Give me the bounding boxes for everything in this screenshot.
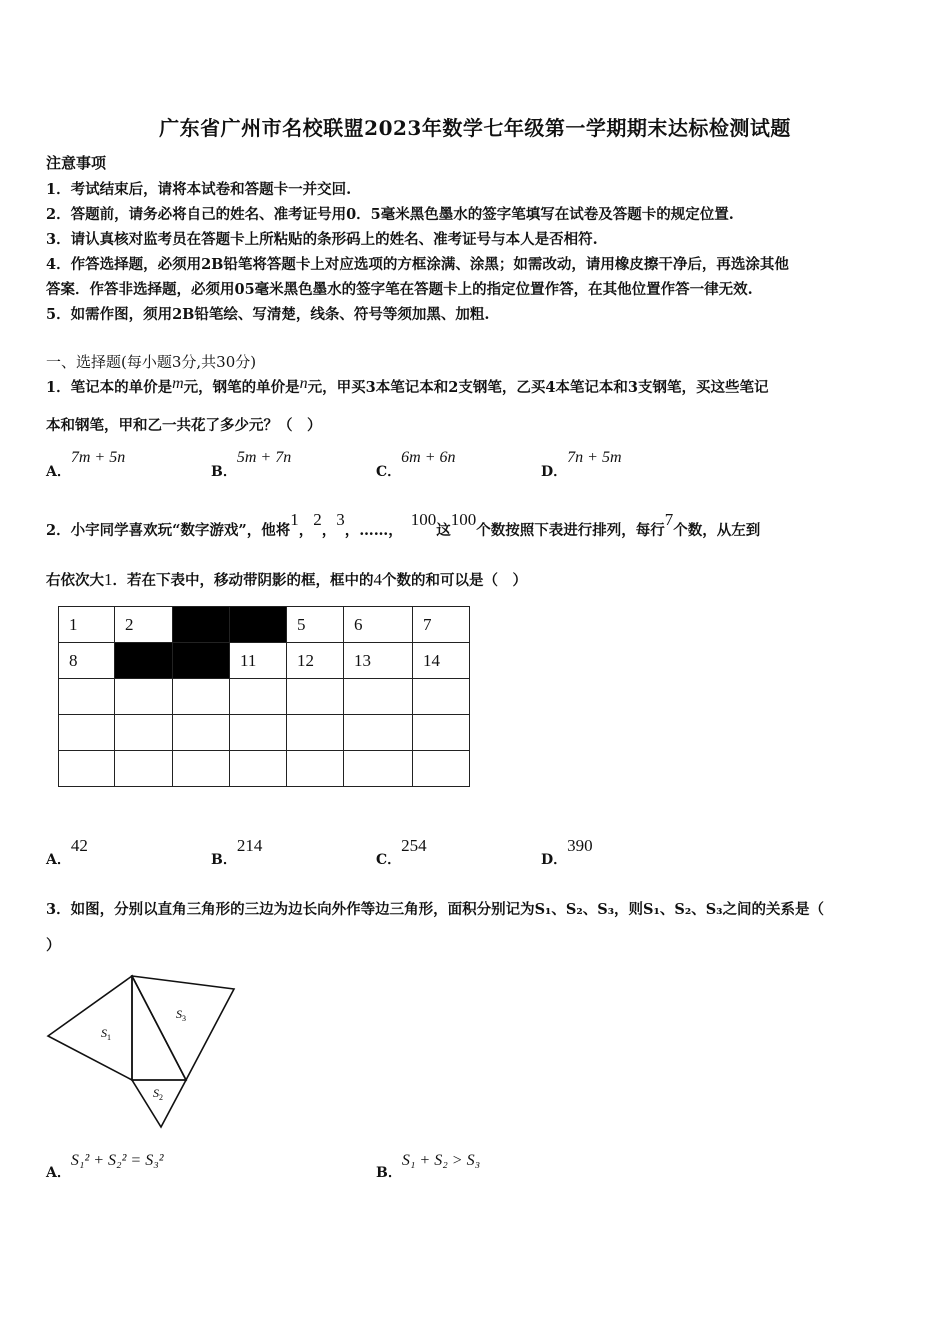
option-text: S₁² + S₂² = S₃²	[70, 1152, 164, 1169]
q2-number: 1	[104, 570, 113, 589]
table-cell	[413, 679, 470, 715]
table-cell	[173, 679, 230, 715]
q1-text: 元，甲买3本笔记本和2支钢笔，乙买4本笔记本和3支钢笔，买这些笔记	[307, 379, 769, 396]
question-2-line2	[46, 569, 527, 590]
equilateral-triangle-s2	[132, 1080, 186, 1127]
option-text: S₁ + S₂ > S₃	[401, 1152, 481, 1169]
q2-option-a[interactable]	[46, 836, 88, 868]
table-row	[59, 607, 470, 643]
table-cell	[59, 751, 115, 787]
label-s3: $S_3$	[176, 1007, 186, 1023]
q1-option-d[interactable]	[541, 447, 622, 480]
option-text: 6m + 6n	[401, 449, 456, 466]
q2-number: 100	[410, 510, 437, 529]
table-cell: 13	[344, 643, 413, 679]
q3-option-a[interactable]	[46, 1150, 164, 1181]
q2-number: 1	[290, 510, 299, 529]
option-label: B．	[376, 1165, 402, 1181]
q2-number: 3	[336, 510, 345, 529]
table-cell	[287, 751, 344, 787]
q1-option-a[interactable]	[46, 447, 126, 480]
q2-text: ，	[298, 522, 314, 539]
shaded-box-cell[interactable]	[230, 607, 287, 643]
triangle-figure	[40, 970, 245, 1135]
option-label: C．	[376, 852, 402, 868]
q2-number: 2	[313, 510, 322, 529]
table-cell	[173, 715, 230, 751]
notice-heading: 注意事项	[46, 154, 107, 172]
option-label: A．	[46, 852, 71, 868]
q1-text: 1．笔记本的单价是	[46, 379, 173, 396]
table-row	[59, 679, 470, 715]
equilateral-triangle-s3	[132, 976, 234, 1080]
table-cell: 14	[413, 643, 470, 679]
option-text: 7n + 5m	[567, 449, 622, 466]
table-cell	[115, 751, 173, 787]
q3-option-b[interactable]	[376, 1150, 481, 1181]
question-1-line2: 本和钢笔，甲和乙一共花了多少元？（ ）	[46, 417, 322, 434]
equilateral-triangle-s1	[48, 976, 132, 1080]
option-text: 7m + 5n	[70, 449, 126, 466]
section-heading: 一、选择题(每小题3分,共30分)	[46, 353, 257, 371]
label-s1: $S_1$	[101, 1026, 111, 1042]
option-label: C．	[376, 464, 402, 480]
table-cell	[115, 679, 173, 715]
notice-item: 2．答题前，请务必将自己的姓名、准考证号用0．5毫米黑色墨水的签字笔填写在试卷及答题卡的规定位置.	[46, 206, 734, 223]
q2-option-b[interactable]	[211, 836, 263, 868]
q2-text: 个数的和可以是（ ）	[382, 572, 527, 589]
table-row	[59, 643, 470, 679]
table-cell: 12	[287, 643, 344, 679]
table-row	[59, 715, 470, 751]
table-cell	[344, 751, 413, 787]
notice-item: 5．如需作图，须用2B铅笔绘、写清楚，线条、符号等须加黑、加粗.	[46, 306, 490, 323]
q2-text: 个数按照下表进行排列，每行	[476, 522, 665, 539]
notice-item: 3．请认真核对监考员在答题卡上所粘贴的条形码上的姓名、准考证号与本人是否相符.	[46, 231, 598, 248]
q2-number: 4	[373, 570, 382, 589]
q2-text: 这	[436, 522, 451, 539]
triangle-lines	[48, 976, 234, 1127]
option-label: D．	[541, 464, 568, 480]
option-label: B．	[211, 464, 237, 480]
table-cell: 5	[287, 607, 344, 643]
question-3-line1: 3．如图，分别以直角三角形的三边为边长向外作等边三角形，面积分别记为S₁、S₂、S₃，则S₁、S₂、S₃之间的关系是（	[46, 901, 825, 918]
option-text: 5m + 7n	[236, 449, 292, 466]
shaded-box-cell[interactable]	[173, 643, 230, 679]
q2-option-c[interactable]	[376, 836, 427, 868]
table-cell: 7	[413, 607, 470, 643]
label-s2: $S_2$	[153, 1086, 163, 1102]
option-label: B．	[211, 852, 237, 868]
q1-text: 元，钢笔的单价是	[183, 379, 300, 396]
table-cell	[287, 679, 344, 715]
q1-option-b[interactable]	[211, 447, 292, 480]
table-cell: 2	[115, 607, 173, 643]
table-cell	[344, 715, 413, 751]
q1-var-m: m	[172, 375, 184, 392]
option-label: A．	[46, 1165, 71, 1181]
shaded-box-cell[interactable]	[173, 607, 230, 643]
table-cell	[230, 715, 287, 751]
q2-text: 右依次大	[46, 572, 104, 589]
number-grid-table	[58, 606, 470, 787]
table-cell	[413, 751, 470, 787]
question-2-line1	[46, 510, 761, 540]
table-cell	[287, 715, 344, 751]
question-3-line2: ）	[46, 937, 61, 954]
q2-option-d[interactable]	[541, 836, 593, 868]
table-cell	[344, 679, 413, 715]
table-cell	[59, 679, 115, 715]
table-cell: 1	[59, 607, 115, 643]
table-row	[59, 751, 470, 787]
q2-text: 个数，从左到	[673, 522, 761, 539]
table-cell: 6	[344, 607, 413, 643]
right-triangle	[132, 976, 186, 1080]
table-cell: 11	[230, 643, 287, 679]
q2-number: 7	[664, 510, 674, 529]
table-cell	[413, 715, 470, 751]
table-cell	[59, 715, 115, 751]
question-1-line1	[46, 376, 769, 397]
shaded-box-cell[interactable]	[115, 643, 173, 679]
q1-var-n: n	[299, 375, 308, 392]
q2-text: 2．小宇同学喜欢玩“数字游戏”，他将	[46, 522, 291, 539]
q2-text: ，……，	[344, 522, 403, 539]
table-cell	[230, 679, 287, 715]
option-label: A．	[46, 464, 71, 480]
option-text: 42	[70, 836, 88, 855]
notice-item: 1．考试结束后，请将本试卷和答题卡一并交回.	[46, 181, 352, 198]
option-text: 390	[567, 836, 593, 855]
notice-item: 答案．作答非选择题，必须用05毫米黑色墨水的签字笔在答题卡上的指定位置作答，在其他位置作答一律无效.	[46, 281, 753, 298]
q2-text: ，	[321, 522, 337, 539]
q2-text: ．若在下表中，移动带阴影的框，框中的	[112, 572, 374, 589]
table-cell: 8	[59, 643, 115, 679]
q1-option-c[interactable]	[376, 447, 456, 480]
table-cell	[115, 715, 173, 751]
table-cell	[230, 751, 287, 787]
option-text: 214	[236, 836, 263, 855]
option-label: D．	[541, 852, 568, 868]
page-title: 广东省广州市名校联盟2023年数学七年级第一学期期末达标检测试题	[159, 116, 791, 140]
table-cell	[173, 751, 230, 787]
option-text: 254	[401, 836, 427, 855]
q2-number: 100	[450, 510, 477, 529]
notice-item: 4．作答选择题，必须用2B铅笔将答题卡上对应选项的方框涂满、涂黑；如需改动，请用橡皮擦干净后，再选涂其他	[46, 256, 789, 273]
